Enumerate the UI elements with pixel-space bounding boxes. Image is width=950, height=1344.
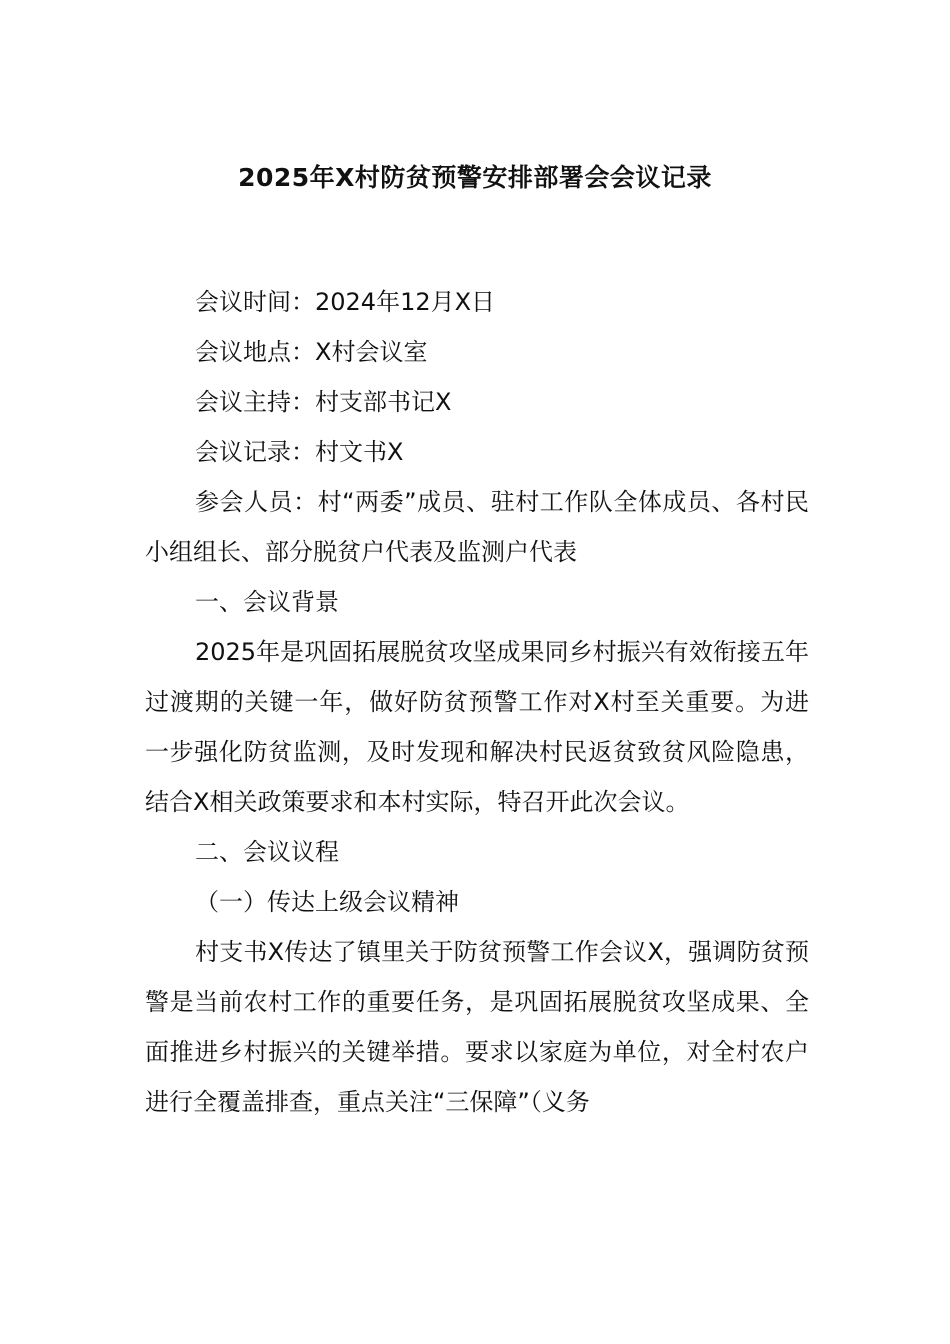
background-paragraph: 2025年是巩固拓展脱贫攻坚成果同乡村振兴有效衔接五年过渡期的关键一年，做好防贫预警工作对X村至关重要。为进一步强化防贫监测，及时发现和解决村民返贫致贫风险隐患，结合X相关政策要求和本村实际，特召开此次会议。 — [145, 638, 809, 816]
meeting-recorder: 会议记录：村文书X — [195, 438, 404, 466]
subsection-heading-convey: （一）传达上级会议精神 — [195, 888, 459, 916]
section-heading-agenda: 二、会议议程 — [195, 838, 339, 866]
meeting-attendees: 参会人员：村“两委”成员、驻村工作队全体成员、各村民小组组长、部分脱贫户代表及监测户代表 — [145, 488, 809, 566]
document-title: 2025年X村防贫预警安排部署会会议记录 — [238, 163, 712, 192]
meeting-host: 会议主持：村支部书记X — [195, 388, 452, 416]
document-body — [145, 277, 809, 1127]
section-heading-background: 一、会议背景 — [195, 588, 339, 616]
meeting-time: 会议时间：2024年12月X日 — [195, 288, 496, 316]
meeting-place: 会议地点：X村会议室 — [195, 338, 428, 366]
convey-paragraph: 村支书X传达了镇里关于防贫预警工作会议X，强调防贫预警是当前农村工作的重要任务，是巩固拓展脱贫攻坚成果、全面推进乡村振兴的关键举措。要求以家庭为单位，对全村农户进行全覆盖排查，重点关注“三保障”（义务 — [145, 938, 809, 1116]
